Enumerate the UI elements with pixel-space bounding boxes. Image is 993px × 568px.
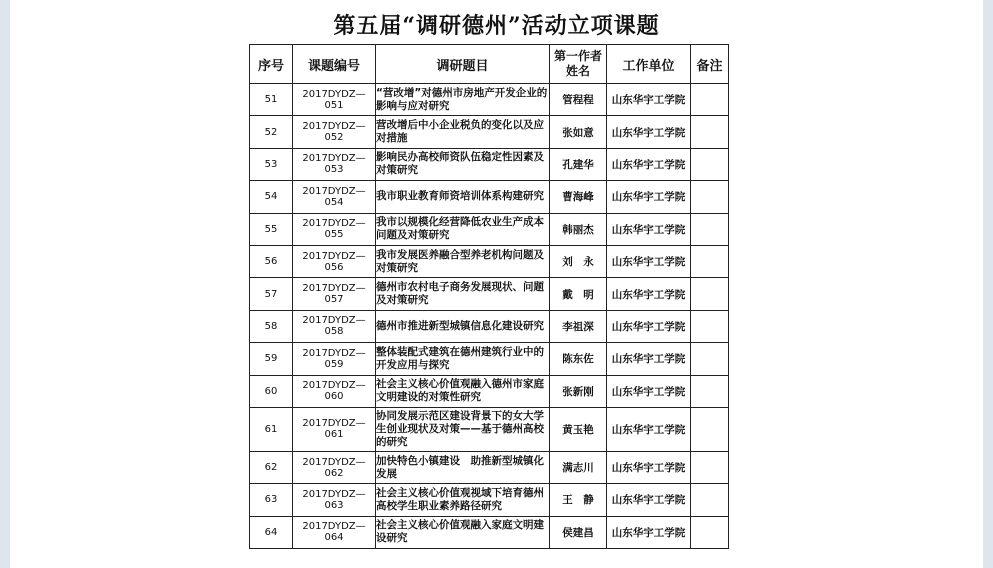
page-title: 第五届“调研德州”活动立项课题 bbox=[333, 13, 660, 39]
cell-seq: 58 bbox=[250, 310, 293, 342]
cell-author: 刘 永 bbox=[550, 245, 607, 277]
cell-seq: 56 bbox=[250, 245, 293, 277]
cell-author: 满志川 bbox=[550, 451, 607, 483]
cell-author: 黄玉艳 bbox=[550, 407, 607, 451]
cell-seq: 52 bbox=[250, 116, 293, 148]
cell-code: 2017DYDZ—060 bbox=[293, 375, 376, 407]
table-row bbox=[250, 407, 729, 451]
cell-note bbox=[691, 213, 729, 245]
header-note: 备注 bbox=[691, 45, 729, 84]
cell-author: 戴 明 bbox=[550, 278, 607, 310]
cell-code: 2017DYDZ—062 bbox=[293, 451, 376, 483]
cell-author: 管程程 bbox=[550, 84, 607, 116]
cell-note bbox=[691, 181, 729, 213]
cell-seq: 60 bbox=[250, 375, 293, 407]
table-row bbox=[250, 148, 729, 180]
projects-table bbox=[249, 44, 729, 549]
table-row bbox=[250, 213, 729, 245]
cell-code: 2017DYDZ—059 bbox=[293, 343, 376, 375]
cell-note bbox=[691, 84, 729, 116]
cell-unit: 山东华宇工学院 bbox=[607, 148, 691, 180]
cell-unit: 山东华宇工学院 bbox=[607, 181, 691, 213]
cell-unit: 山东华宇工学院 bbox=[607, 213, 691, 245]
cell-topic: 德州市推进新型城镇信息化建设研究 bbox=[376, 310, 550, 342]
cell-note bbox=[691, 278, 729, 310]
cell-code: 2017DYDZ—063 bbox=[293, 484, 376, 516]
cell-code: 2017DYDZ—051 bbox=[293, 84, 376, 116]
cell-code: 2017DYDZ—055 bbox=[293, 213, 376, 245]
cell-seq: 51 bbox=[250, 84, 293, 116]
cell-author: 侯建昌 bbox=[550, 516, 607, 548]
cell-seq: 62 bbox=[250, 451, 293, 483]
cell-note bbox=[691, 407, 729, 451]
cell-code: 2017DYDZ—058 bbox=[293, 310, 376, 342]
cell-unit: 山东华宇工学院 bbox=[607, 343, 691, 375]
cell-author: 陈东佐 bbox=[550, 343, 607, 375]
table-row bbox=[250, 484, 729, 516]
header-seq: 序号 bbox=[250, 45, 293, 84]
cell-topic: 社会主义核心价值观融入德州市家庭文明建设的对策性研究 bbox=[376, 375, 550, 407]
cell-seq: 57 bbox=[250, 278, 293, 310]
table-row bbox=[250, 278, 729, 310]
cell-note bbox=[691, 148, 729, 180]
table-header-row bbox=[250, 45, 729, 84]
cell-topic: 加快特色小镇建设 助推新型城镇化发展 bbox=[376, 451, 550, 483]
table-row bbox=[250, 245, 729, 277]
cell-topic: 社会主义核心价值观视域下培育德州高校学生职业素养路径研究 bbox=[376, 484, 550, 516]
cell-code: 2017DYDZ—061 bbox=[293, 407, 376, 451]
cell-topic: 营改增后中小企业税负的变化以及应对措施 bbox=[376, 116, 550, 148]
cell-seq: 59 bbox=[250, 343, 293, 375]
cell-topic: 我市职业教育师资培训体系构建研究 bbox=[376, 181, 550, 213]
cell-topic: 德州市农村电子商务发展现状、问题及对策研究 bbox=[376, 278, 550, 310]
cell-author: 韩丽杰 bbox=[550, 213, 607, 245]
cell-topic: 影响民办高校师资队伍稳定性因素及对策研究 bbox=[376, 148, 550, 180]
cell-unit: 山东华宇工学院 bbox=[607, 116, 691, 148]
cell-author: 曹海峰 bbox=[550, 181, 607, 213]
header-topic: 调研题目 bbox=[376, 45, 550, 84]
table-row bbox=[250, 84, 729, 116]
table-row bbox=[250, 451, 729, 483]
cell-unit: 山东华宇工学院 bbox=[607, 407, 691, 451]
cell-code: 2017DYDZ—056 bbox=[293, 245, 376, 277]
cell-unit: 山东华宇工学院 bbox=[607, 310, 691, 342]
header-author bbox=[550, 45, 607, 84]
cell-code: 2017DYDZ—052 bbox=[293, 116, 376, 148]
cell-author: 张新刚 bbox=[550, 375, 607, 407]
cell-topic: 协同发展示范区建设背景下的女大学生创业现状及对策——基于德州高校的研究 bbox=[376, 407, 550, 451]
cell-topic: “营改增”对德州市房地产开发企业的影响与应对研究 bbox=[376, 84, 550, 116]
cell-topic: 我市发展医养融合型养老机构问题及对策研究 bbox=[376, 245, 550, 277]
header-unit: 工作单位 bbox=[607, 45, 691, 84]
cell-seq: 53 bbox=[250, 148, 293, 180]
cell-unit: 山东华宇工学院 bbox=[607, 516, 691, 548]
cell-unit: 山东华宇工学院 bbox=[607, 451, 691, 483]
cell-unit: 山东华宇工学院 bbox=[607, 484, 691, 516]
cell-author: 张如意 bbox=[550, 116, 607, 148]
cell-topic: 社会主义核心价值观融入家庭文明建设研究 bbox=[376, 516, 550, 548]
cell-unit: 山东华宇工学院 bbox=[607, 375, 691, 407]
header-author-line1: 第一作者 bbox=[553, 49, 602, 63]
cell-code: 2017DYDZ—054 bbox=[293, 181, 376, 213]
cell-code: 2017DYDZ—057 bbox=[293, 278, 376, 310]
cell-note bbox=[691, 245, 729, 277]
cell-note bbox=[691, 116, 729, 148]
cell-seq: 61 bbox=[250, 407, 293, 451]
header-code: 课题编号 bbox=[293, 45, 376, 84]
table-row bbox=[250, 375, 729, 407]
cell-seq: 63 bbox=[250, 484, 293, 516]
cell-note bbox=[691, 343, 729, 375]
cell-note bbox=[691, 516, 729, 548]
cell-unit: 山东华宇工学院 bbox=[607, 278, 691, 310]
cell-note bbox=[691, 451, 729, 483]
right-margin-strip bbox=[983, 0, 993, 568]
cell-author: 孔建华 bbox=[550, 148, 607, 180]
cell-code: 2017DYDZ—064 bbox=[293, 516, 376, 548]
cell-seq: 54 bbox=[250, 181, 293, 213]
table-row bbox=[250, 116, 729, 148]
header-author-line2: 姓名 bbox=[565, 64, 590, 78]
table-row bbox=[250, 343, 729, 375]
cell-note bbox=[691, 375, 729, 407]
cell-seq: 64 bbox=[250, 516, 293, 548]
cell-unit: 山东华宇工学院 bbox=[607, 245, 691, 277]
cell-unit: 山东华宇工学院 bbox=[607, 84, 691, 116]
cell-topic: 我市以规模化经营降低农业生产成本问题及对策研究 bbox=[376, 213, 550, 245]
cell-code: 2017DYDZ—053 bbox=[293, 148, 376, 180]
table-row bbox=[250, 310, 729, 342]
cell-author: 李祖深 bbox=[550, 310, 607, 342]
left-margin-strip bbox=[0, 0, 10, 568]
cell-note bbox=[691, 484, 729, 516]
table-row bbox=[250, 181, 729, 213]
cell-author: 王 静 bbox=[550, 484, 607, 516]
cell-topic: 整体装配式建筑在德州建筑行业中的开发应用与探究 bbox=[376, 343, 550, 375]
cell-note bbox=[691, 310, 729, 342]
table-row bbox=[250, 516, 729, 548]
cell-seq: 55 bbox=[250, 213, 293, 245]
